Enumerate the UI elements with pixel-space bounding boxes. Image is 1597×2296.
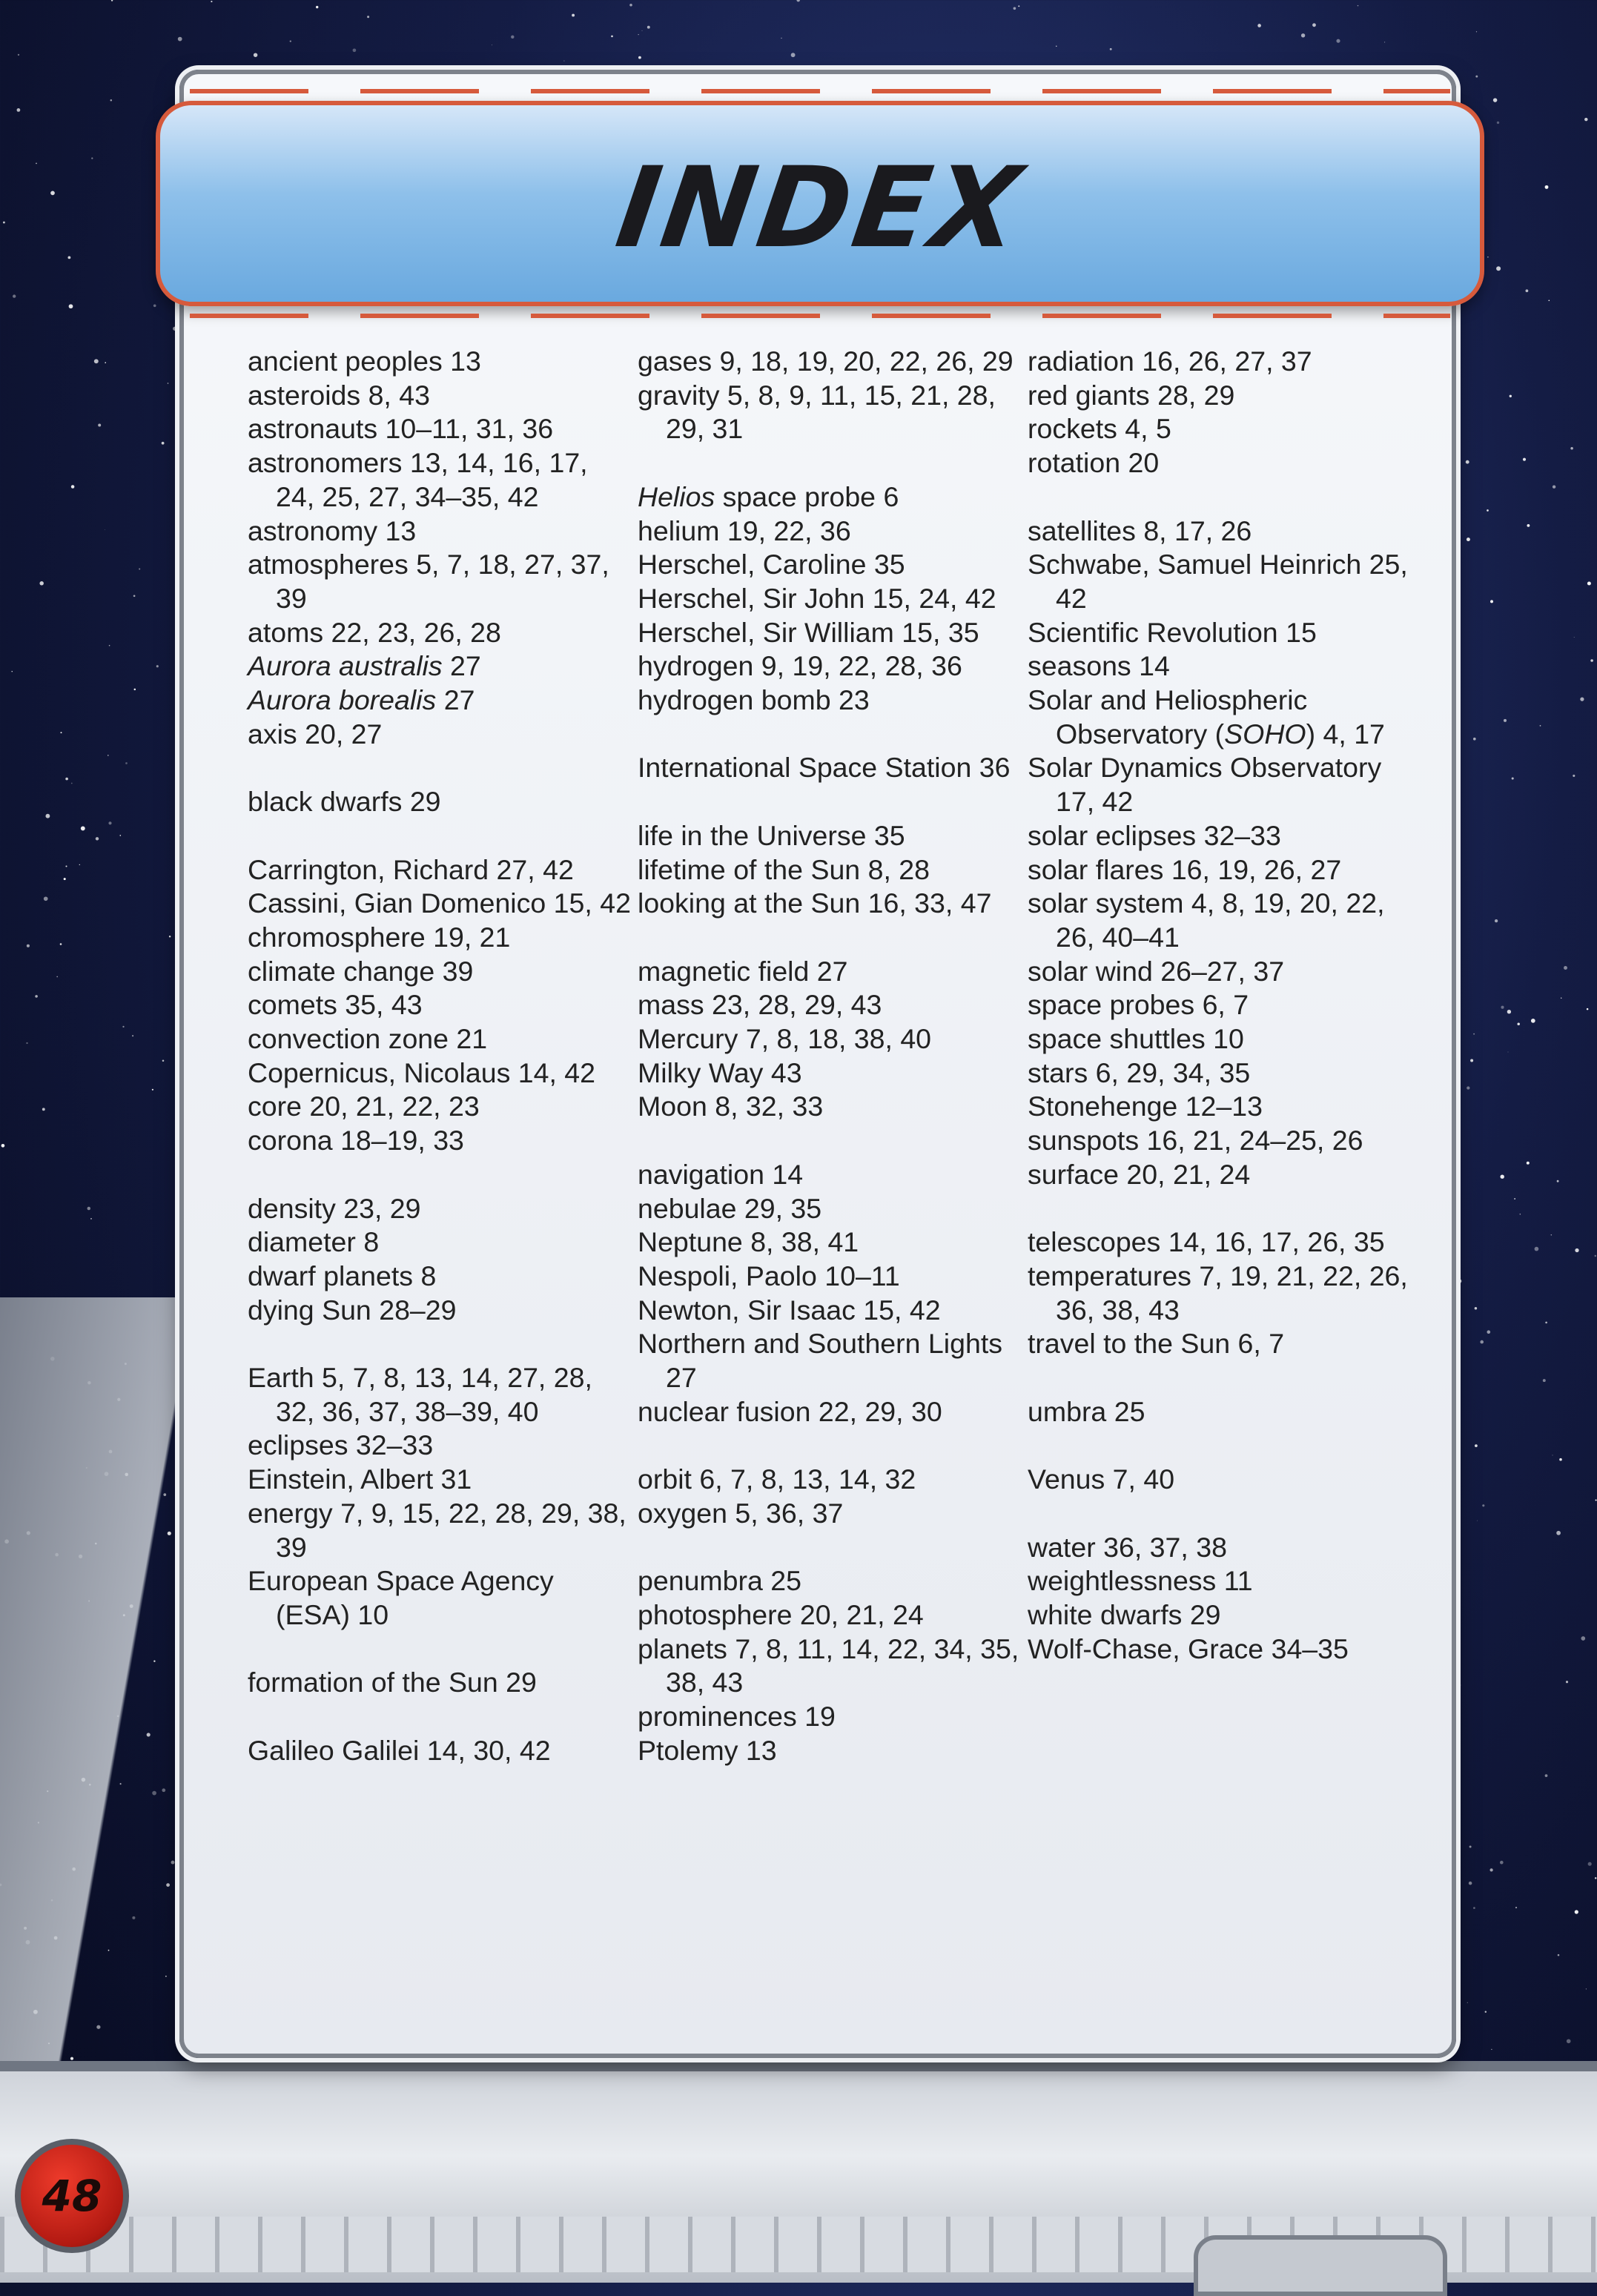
star	[61, 732, 62, 733]
star	[1475, 1444, 1478, 1447]
index-column-3	[1028, 345, 1413, 1666]
star	[42, 1108, 45, 1111]
index-entry: Nespoli, Paolo 10–11	[638, 1260, 900, 1291]
star	[69, 304, 73, 308]
index-entry: core 20, 21, 22, 23	[248, 1091, 480, 1122]
star	[1500, 1861, 1504, 1865]
star	[638, 56, 641, 59]
index-entry: Herschel, Sir William 15, 35	[638, 616, 979, 648]
star	[1523, 458, 1526, 461]
star	[796, 0, 800, 1]
star	[119, 835, 121, 836]
index-entry: nuclear fusion 22, 29, 30	[638, 1395, 942, 1427]
star	[1575, 1910, 1578, 1913]
star	[511, 36, 514, 39]
star	[125, 762, 128, 764]
entry-spacer	[248, 1632, 633, 1667]
star	[1487, 509, 1489, 512]
star	[91, 157, 93, 159]
star	[65, 778, 68, 781]
star	[169, 936, 171, 937]
star	[1508, 1052, 1509, 1053]
star	[1526, 289, 1529, 292]
star	[1482, 1504, 1484, 1506]
star	[1497, 122, 1499, 124]
star	[647, 26, 650, 29]
star	[1469, 1846, 1472, 1848]
index-entry: chromosphere 19, 21	[248, 921, 511, 953]
index-column-2	[638, 345, 1023, 1767]
star	[1457, 1460, 1461, 1464]
star	[96, 837, 99, 840]
index-entry: Neptune 8, 38, 41	[638, 1226, 859, 1258]
star	[1564, 966, 1567, 970]
star	[367, 16, 369, 18]
index-entry: Wolf-Chase, Grace 34–35	[1028, 1632, 1349, 1664]
star	[35, 995, 38, 998]
entry-spacer	[638, 1124, 1023, 1158]
star	[65, 865, 67, 867]
entry-spacer	[638, 1531, 1023, 1565]
index-entry: satellites 8, 17, 26	[1028, 515, 1252, 546]
index-entry: red giants 28, 29	[1028, 379, 1235, 411]
star	[36, 163, 37, 165]
entry-spacer	[638, 921, 1023, 955]
star	[50, 191, 55, 196]
star	[1514, 1198, 1515, 1200]
index-entry: Northern and Southern Lights 27	[638, 1328, 1002, 1394]
index-entry: black dwarfs 29	[248, 786, 441, 818]
index-entry: nebulae 29, 35	[638, 1192, 822, 1224]
index-entry: formation of the Sun 29	[248, 1667, 537, 1698]
index-entry: looking at the Sun 16, 33, 47	[638, 887, 992, 919]
star	[1473, 1033, 1475, 1035]
star	[1490, 600, 1493, 603]
index-entry: hydrogen bomb 23	[638, 684, 870, 716]
star	[1567, 2039, 1571, 2043]
star	[1473, 738, 1476, 741]
index-entry: radiation 16, 26, 27, 37	[1028, 345, 1312, 377]
star	[1467, 2002, 1468, 2003]
index-entry: Cassini, Gian Domenico 15, 42	[248, 887, 631, 919]
star	[1590, 659, 1593, 662]
star	[1595, 1255, 1597, 1257]
star	[153, 304, 156, 307]
star	[109, 645, 110, 646]
index-entry: European Space Agency (ESA) 10	[248, 1565, 554, 1630]
index-entry: diameter 8	[248, 1226, 380, 1258]
star	[1581, 1636, 1585, 1641]
index-entry: umbra 25	[1028, 1395, 1145, 1427]
page-number: 48	[42, 2171, 102, 2221]
star	[1587, 1008, 1589, 1010]
star	[1570, 447, 1573, 450]
star	[168, 383, 169, 384]
entry-spacer	[638, 785, 1023, 819]
star	[71, 783, 73, 784]
star	[3, 222, 5, 224]
star	[98, 424, 101, 427]
entry-spacer	[1028, 1497, 1413, 1531]
star	[1459, 1684, 1461, 1687]
star	[1515, 1907, 1517, 1908]
index-entry: convection zone 21	[248, 1023, 488, 1055]
entry-spacer	[638, 1429, 1023, 1463]
star	[1469, 1882, 1472, 1885]
index-entry: climate change 39	[248, 955, 474, 987]
star	[56, 976, 58, 978]
index-entry: life in the Universe 35	[638, 819, 905, 851]
index-entry: astronomers 13, 14, 16, 17, 24, 25, 27, 34–35, 42	[248, 447, 588, 512]
star	[1596, 1499, 1597, 1501]
star	[1467, 537, 1470, 541]
star	[1495, 919, 1498, 922]
index-entry: gravity 5, 8, 9, 11, 15, 21, 28, 29, 31	[638, 379, 996, 445]
index-entry: dwarf planets 8	[248, 1260, 437, 1291]
index-entry: white dwarfs 29	[1028, 1598, 1221, 1630]
index-entry: Aurora australis 27	[248, 650, 481, 682]
index-entry: prominences 19	[638, 1701, 836, 1733]
star	[1489, 1868, 1492, 1871]
star	[1491, 2049, 1492, 2050]
star	[1566, 1681, 1568, 1683]
star	[1470, 1059, 1473, 1062]
star	[1551, 1234, 1552, 1235]
star	[71, 485, 75, 489]
star	[1510, 395, 1512, 397]
index-entry: planets 7, 8, 11, 14, 22, 34, 35, 38, 43	[638, 1632, 1019, 1698]
star	[1485, 2011, 1487, 2013]
page-number-badge	[15, 2139, 129, 2253]
index-entry: Carrington, Richard 27, 42	[248, 853, 574, 885]
star	[1473, 1907, 1475, 1909]
index-entry: solar eclipses 32–33	[1028, 819, 1281, 851]
index-entry: weightlessness 11	[1028, 1565, 1253, 1597]
star	[60, 943, 62, 945]
star	[1545, 1322, 1547, 1324]
index-entry: seasons 14	[1028, 650, 1170, 682]
index-entry: Herschel, Caroline 35	[638, 549, 905, 580]
star	[162, 1060, 165, 1062]
index-entry: energy 7, 9, 15, 22, 28, 29, 38, 39	[248, 1497, 626, 1563]
index-entry: Solar and Heliospheric Observatory (SOHO) 4, 17	[1028, 684, 1385, 750]
index-entry: solar flares 16, 19, 26, 27	[1028, 853, 1342, 885]
entry-spacer	[1028, 1429, 1413, 1463]
star	[254, 53, 257, 56]
index-entry: stars 6, 29, 34, 35	[1028, 1056, 1251, 1088]
star	[638, 34, 639, 35]
star	[1458, 1279, 1462, 1283]
star	[1586, 1988, 1587, 1989]
index-entry: atmospheres 5, 7, 18, 27, 37, 39	[248, 549, 609, 614]
star	[1312, 23, 1316, 27]
star	[1493, 98, 1497, 102]
star	[1553, 486, 1555, 489]
index-entry: astronauts 10–11, 31, 36	[248, 413, 554, 445]
star	[1557, 1180, 1559, 1182]
star	[1558, 1954, 1560, 1956]
index-entry: Copernicus, Nicolaus 14, 42	[248, 1056, 596, 1088]
star	[1501, 1175, 1504, 1179]
star	[1467, 1086, 1469, 1089]
star	[26, 1042, 27, 1044]
star	[791, 53, 796, 57]
star	[1584, 118, 1587, 121]
index-entry: solar wind 26–27, 37	[1028, 955, 1285, 987]
index-entry: Venus 7, 40	[1028, 1463, 1175, 1495]
index-entry: travel to the Sun 6, 7	[1028, 1328, 1285, 1360]
star	[1574, 637, 1575, 638]
star	[1588, 1862, 1592, 1866]
star	[1487, 1330, 1490, 1334]
index-entry: telescopes 14, 16, 17, 26, 35	[1028, 1226, 1385, 1258]
entry-spacer	[248, 1158, 633, 1192]
star	[1475, 76, 1478, 78]
index-entry: water 36, 37, 38	[1028, 1531, 1227, 1563]
star	[1480, 1340, 1484, 1344]
star	[1540, 725, 1541, 727]
star	[1545, 185, 1549, 189]
index-column-1	[248, 345, 633, 1767]
star	[1517, 1022, 1520, 1025]
index-entry: penumbra 25	[638, 1565, 801, 1597]
star	[1301, 33, 1305, 37]
star	[1545, 1774, 1548, 1777]
star	[12, 671, 13, 672]
star	[642, 30, 643, 31]
star	[611, 36, 613, 38]
star	[17, 108, 21, 112]
star	[1257, 24, 1261, 27]
index-entry: Schwabe, Samuel Heinrich 25, 42	[1028, 549, 1408, 614]
index-entry: helium 19, 22, 36	[638, 515, 851, 546]
index-entry: density 23, 29	[248, 1192, 421, 1224]
star	[1014, 7, 1016, 10]
star	[1548, 300, 1550, 301]
star	[1, 1144, 5, 1148]
index-entry: asteroids 8, 43	[248, 379, 430, 411]
index-entry: International Space Station 36	[638, 752, 1011, 784]
star	[1595, 1877, 1596, 1879]
star	[1527, 524, 1530, 527]
star	[1358, 5, 1359, 7]
star	[18, 54, 19, 56]
star	[108, 755, 109, 756]
star	[1543, 1379, 1546, 1382]
star	[1575, 1248, 1578, 1252]
star	[1018, 5, 1019, 7]
entry-spacer	[638, 718, 1023, 752]
page-title: INDEX	[609, 144, 1031, 273]
title-banner	[156, 101, 1484, 306]
index-entry: ancient peoples 13	[248, 345, 481, 377]
star	[1501, 1006, 1504, 1009]
index-entry: Stonehenge 12–13	[1028, 1091, 1263, 1122]
index-entry: rotation 20	[1028, 447, 1160, 479]
index-entry: oxygen 5, 36, 37	[638, 1497, 844, 1529]
star	[563, 61, 564, 62]
star	[1580, 697, 1584, 701]
star	[353, 48, 357, 52]
star	[1507, 1010, 1511, 1013]
floor-hatch	[1194, 2235, 1447, 2296]
star	[162, 442, 165, 445]
index-entry: space shuttles 10	[1028, 1023, 1244, 1055]
index-entry: astronomy 13	[248, 515, 417, 546]
star	[1336, 39, 1340, 43]
index-entry: orbit 6, 7, 8, 13, 14, 32	[638, 1463, 916, 1495]
star	[316, 6, 318, 8]
star	[44, 896, 48, 901]
star	[647, 66, 650, 70]
index-entry: Galileo Galilei 14, 30, 42	[248, 1734, 551, 1766]
star	[1531, 1019, 1535, 1023]
star	[105, 362, 106, 363]
spaceship-wall	[0, 1297, 178, 2113]
index-entry: Solar Dynamics Observatory 17, 42	[1028, 752, 1382, 818]
index-entry: Scientific Revolution 15	[1028, 616, 1317, 648]
star	[1496, 266, 1501, 271]
index-entry: sunspots 16, 21, 24–25, 26	[1028, 1125, 1363, 1157]
index-entry: Earth 5, 7, 8, 13, 14, 27, 28, 32, 36, 37, 38–39, 40	[248, 1362, 592, 1427]
entry-spacer	[638, 446, 1023, 480]
star	[178, 37, 182, 42]
star	[1527, 1162, 1530, 1165]
star	[67, 256, 70, 259]
index-entry: Helios space probe 6	[638, 480, 899, 512]
star	[572, 14, 575, 17]
star	[13, 294, 16, 297]
star	[139, 568, 140, 569]
entry-spacer	[248, 751, 633, 785]
index-entry: Moon 8, 32, 33	[638, 1091, 824, 1122]
index-entry: comets 35, 43	[248, 989, 423, 1021]
index-entry: magnetic field 27	[638, 955, 848, 987]
star	[1504, 719, 1507, 722]
star	[39, 581, 43, 585]
star	[90, 1218, 92, 1220]
index-entry: Newton, Sir Isaac 15, 42	[638, 1294, 941, 1326]
star	[87, 1207, 90, 1210]
star	[1476, 31, 1477, 32]
star	[173, 327, 176, 331]
index-entry: Einstein, Albert 31	[248, 1463, 472, 1495]
index-entry: Aurora borealis 27	[248, 684, 475, 716]
star	[1535, 1247, 1539, 1251]
index-entry: rockets 4, 5	[1028, 413, 1171, 445]
star	[1475, 1307, 1478, 1310]
star	[1587, 581, 1591, 585]
index-entry: Ptolemy 13	[638, 1734, 777, 1766]
index-entry: dying Sun 28–29	[248, 1294, 457, 1326]
star	[1556, 1531, 1561, 1535]
star	[629, 4, 632, 7]
star	[134, 689, 136, 691]
index-entry: corona 18–19, 33	[248, 1125, 464, 1157]
index-entry: solar system 4, 8, 19, 20, 22, 26, 40–41	[1028, 887, 1385, 953]
index-entry: surface 20, 21, 24	[1028, 1158, 1251, 1190]
star	[290, 40, 291, 42]
entry-spacer	[248, 819, 633, 853]
star	[110, 99, 113, 102]
index-entry: space probes 6, 7	[1028, 989, 1249, 1021]
index-entry: Milky Way 43	[638, 1056, 802, 1088]
index-entry: atoms 22, 23, 26, 28	[248, 616, 501, 648]
star	[1573, 775, 1575, 777]
star	[27, 944, 30, 947]
index-entry: eclipses 32–33	[248, 1429, 434, 1461]
index-entry: axis 20, 27	[248, 718, 383, 750]
star	[1056, 46, 1057, 47]
star	[132, 1035, 133, 1036]
index-entry: gases 9, 18, 19, 20, 22, 26, 29	[638, 345, 1014, 377]
star	[64, 878, 66, 880]
star	[79, 864, 80, 865]
star	[1512, 777, 1514, 779]
star	[1466, 460, 1469, 464]
star	[1110, 48, 1112, 50]
index-entry: photosphere 20, 21, 24	[638, 1598, 924, 1630]
star	[122, 1026, 124, 1028]
star	[94, 359, 99, 363]
index-entry: mass 23, 28, 29, 43	[638, 989, 882, 1021]
star	[1559, 1458, 1562, 1461]
entry-spacer	[1028, 1192, 1413, 1226]
index-entry: Mercury 7, 8, 18, 38, 40	[638, 1023, 932, 1054]
star	[81, 826, 85, 830]
index-entry: lifetime of the Sun 8, 28	[638, 853, 930, 885]
star	[152, 1089, 153, 1091]
star	[133, 595, 136, 597]
entry-spacer	[248, 1327, 633, 1361]
index-entry: hydrogen 9, 19, 22, 28, 36	[638, 650, 962, 682]
star	[45, 814, 50, 818]
star	[211, 1, 212, 2]
entry-spacer	[248, 1700, 633, 1734]
entry-spacer	[1028, 480, 1413, 515]
index-entry: temperatures 7, 19, 21, 22, 26, 36, 38, 43	[1028, 1260, 1408, 1326]
index-entry: navigation 14	[638, 1158, 804, 1190]
entry-spacer	[1028, 1361, 1413, 1395]
star	[111, 0, 113, 1]
star	[108, 821, 111, 824]
star	[156, 665, 159, 667]
index-entry: Herschel, Sir John 15, 24, 42	[638, 582, 996, 614]
